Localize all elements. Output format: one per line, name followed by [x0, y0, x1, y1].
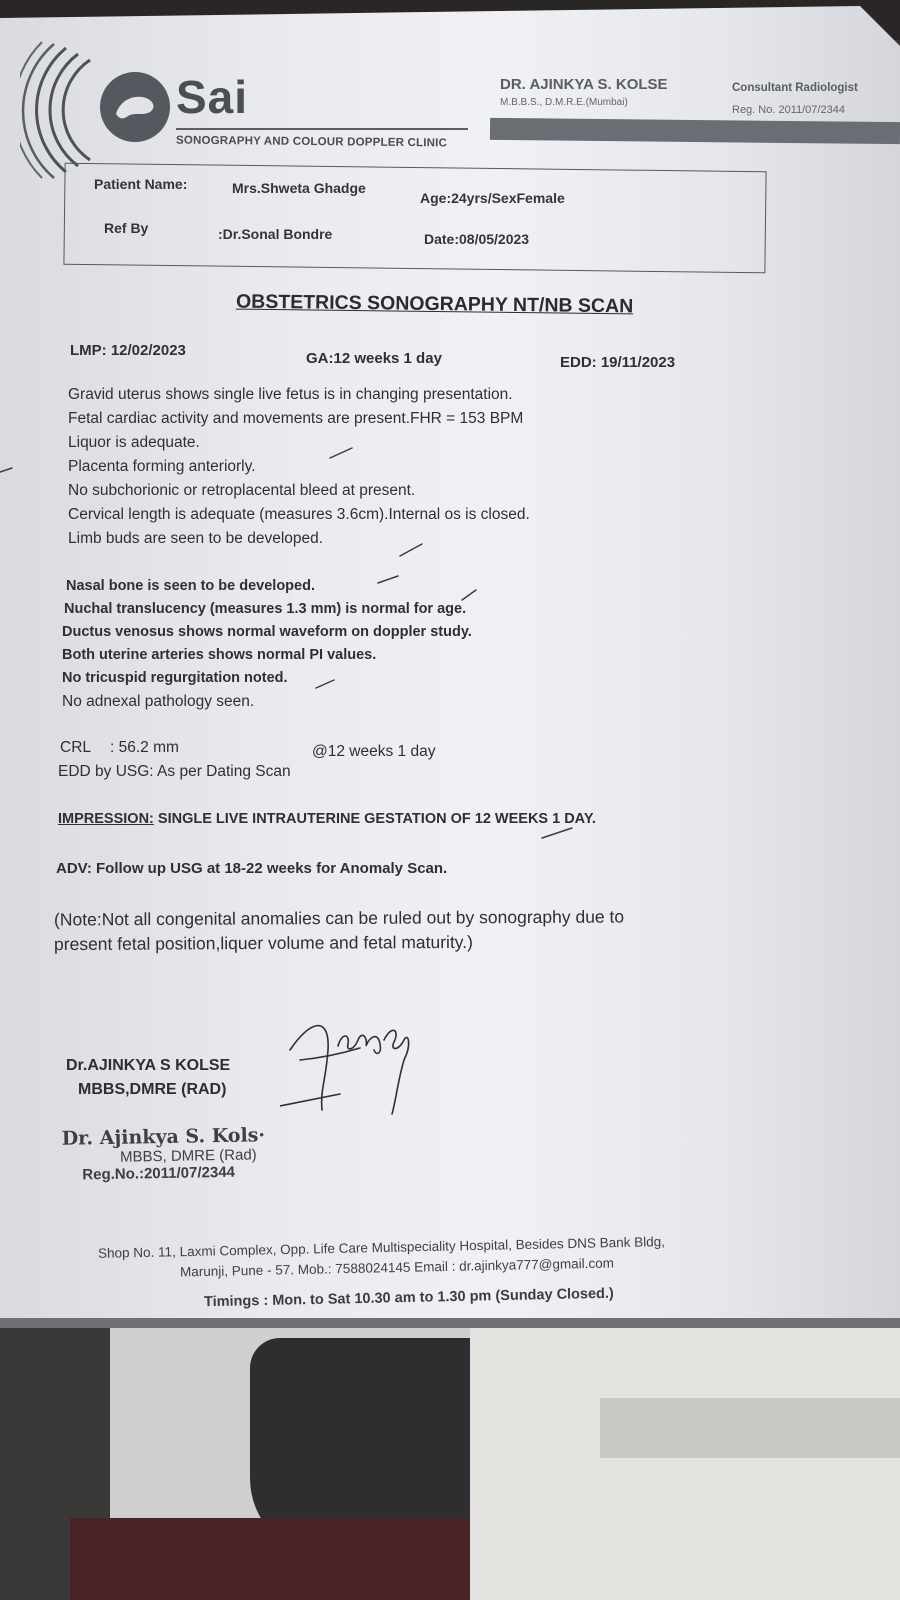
patient-name: Mrs.Shweta Ghadge: [232, 180, 366, 196]
letterhead-rule: [176, 128, 468, 130]
footer-timings: Timings : Mon. to Sat 10.30 am to 1.30 pm (Sunday Closed.): [203, 1285, 614, 1311]
stamp-registration: Reg.No.:2011/07/2344: [82, 1163, 236, 1184]
radiologist-qualification: M.B.B.S., D.M.R.E.(Mumbai): [500, 97, 628, 108]
background-tile: [600, 1398, 900, 1458]
nt-finding-line: Nuchal translucency (measures 1.3 mm) is normal for age.: [64, 601, 467, 617]
patient-name-label: Patient Name:: [94, 176, 188, 192]
clinic-subtitle: SONOGRAPHY AND COLOUR DOPPLER CLINIC: [175, 134, 448, 150]
nt-finding-line: Ductus venosus shows normal waveform on doppler study.: [62, 624, 472, 640]
advice: ADV: Follow up USG at 18-22 weeks for Anomaly Scan.: [56, 860, 448, 877]
finding-line: Liquor is adequate.: [68, 434, 200, 451]
signatory-name: Dr.AJINKYA S KOLSE: [66, 1057, 231, 1074]
adnexa-finding: No adnexal pathology seen.: [62, 693, 255, 710]
radiologist-role: Consultant Radiologist: [732, 82, 858, 94]
ref-by-label: Ref By: [104, 220, 149, 236]
signatory: [66, 1054, 230, 1102]
finding-line: No subchorionic or retroplacental bleed at present.: [68, 482, 416, 499]
header-bar: [490, 118, 900, 144]
radiologist-name: DR. AJINKYA S. KOLSE: [500, 76, 668, 93]
edd-by-usg: EDD by USG: As per Dating Scan: [58, 763, 291, 780]
impression-label: IMPRESSION:: [58, 811, 154, 827]
finding-line: Limb buds are seen to be developed.: [68, 530, 324, 547]
doctor-stamp: [62, 1124, 266, 1184]
crl-gestational-age: @12 weeks 1 day: [312, 743, 436, 760]
stamp-degree: MBBS, DMRE (Rad): [119, 1146, 257, 1166]
footer-address: Shop No. 11, Laxmi Complex, Opp. Life Care Multispeciality Hospital, Besides DNS Bank Bldg,: [97, 1234, 666, 1261]
nt-finding-line: Nasal bone is seen to be developed.: [66, 578, 315, 594]
lmp: LMP: 12/02/2023: [70, 342, 186, 359]
finding-line: Fetal cardiac activity and movements are present.FHR = 153 BPM: [68, 410, 524, 427]
registration-number: Reg. No. 2011/07/2344: [732, 104, 845, 116]
nt-finding-line: Both uterine arteries shows normal PI values.: [62, 647, 377, 663]
handwritten-signature: [280, 1010, 430, 1120]
note-line: (Note:Not all congenital anomalies can be ruled out by sonography due to: [53, 906, 625, 930]
impression-text: SINGLE LIVE INTRAUTERINE GESTATION OF 12 WEEKS 1 DAY.: [153, 811, 596, 827]
footer-contact: Marunji, Pune - 57. Mob.: 7588024145 Email : dr.ajinkya777@gmail.com: [179, 1255, 615, 1280]
report-title: OBSTETRICS SONOGRAPHY NT/NB SCAN: [235, 290, 634, 318]
report-date: Date:08/05/2023: [424, 231, 530, 247]
crl-label: CRL: [60, 739, 92, 756]
edd: EDD: 19/11/2023: [560, 354, 676, 371]
clinic-logo-icon: [100, 72, 170, 142]
patient-age-sex: Age:24yrs/SexFemale: [420, 190, 565, 206]
finding-line: Cervical length is adequate (measures 3.6cm).Internal os is closed.: [68, 506, 530, 523]
stamp-name: Dr. Ajinkya S. Kols·: [61, 1124, 266, 1150]
finding-line: Placenta forming anteriorly.: [68, 458, 256, 475]
background-maroon-fabric: [70, 1518, 490, 1600]
signatory-degree: MBBS,DMRE (RAD): [78, 1081, 227, 1098]
note-line: present fetal position,liquer volume and fetal maturity.): [53, 931, 473, 955]
background-surface: [0, 1328, 900, 1600]
background-white-fabric: [470, 1328, 900, 1600]
nt-finding-line: No tricuspid regurgitation noted.: [62, 670, 288, 686]
referring-doctor: :Dr.Sonal Bondre: [218, 226, 333, 242]
crl-value: : 56.2 mm: [110, 739, 179, 756]
gestational-age: GA:12 weeks 1 day: [306, 350, 442, 367]
impression: [58, 811, 596, 827]
finding-line: Gravid uterus shows single live fetus is in changing presentation.: [68, 386, 513, 403]
clinic-name: Sai: [176, 71, 249, 123]
